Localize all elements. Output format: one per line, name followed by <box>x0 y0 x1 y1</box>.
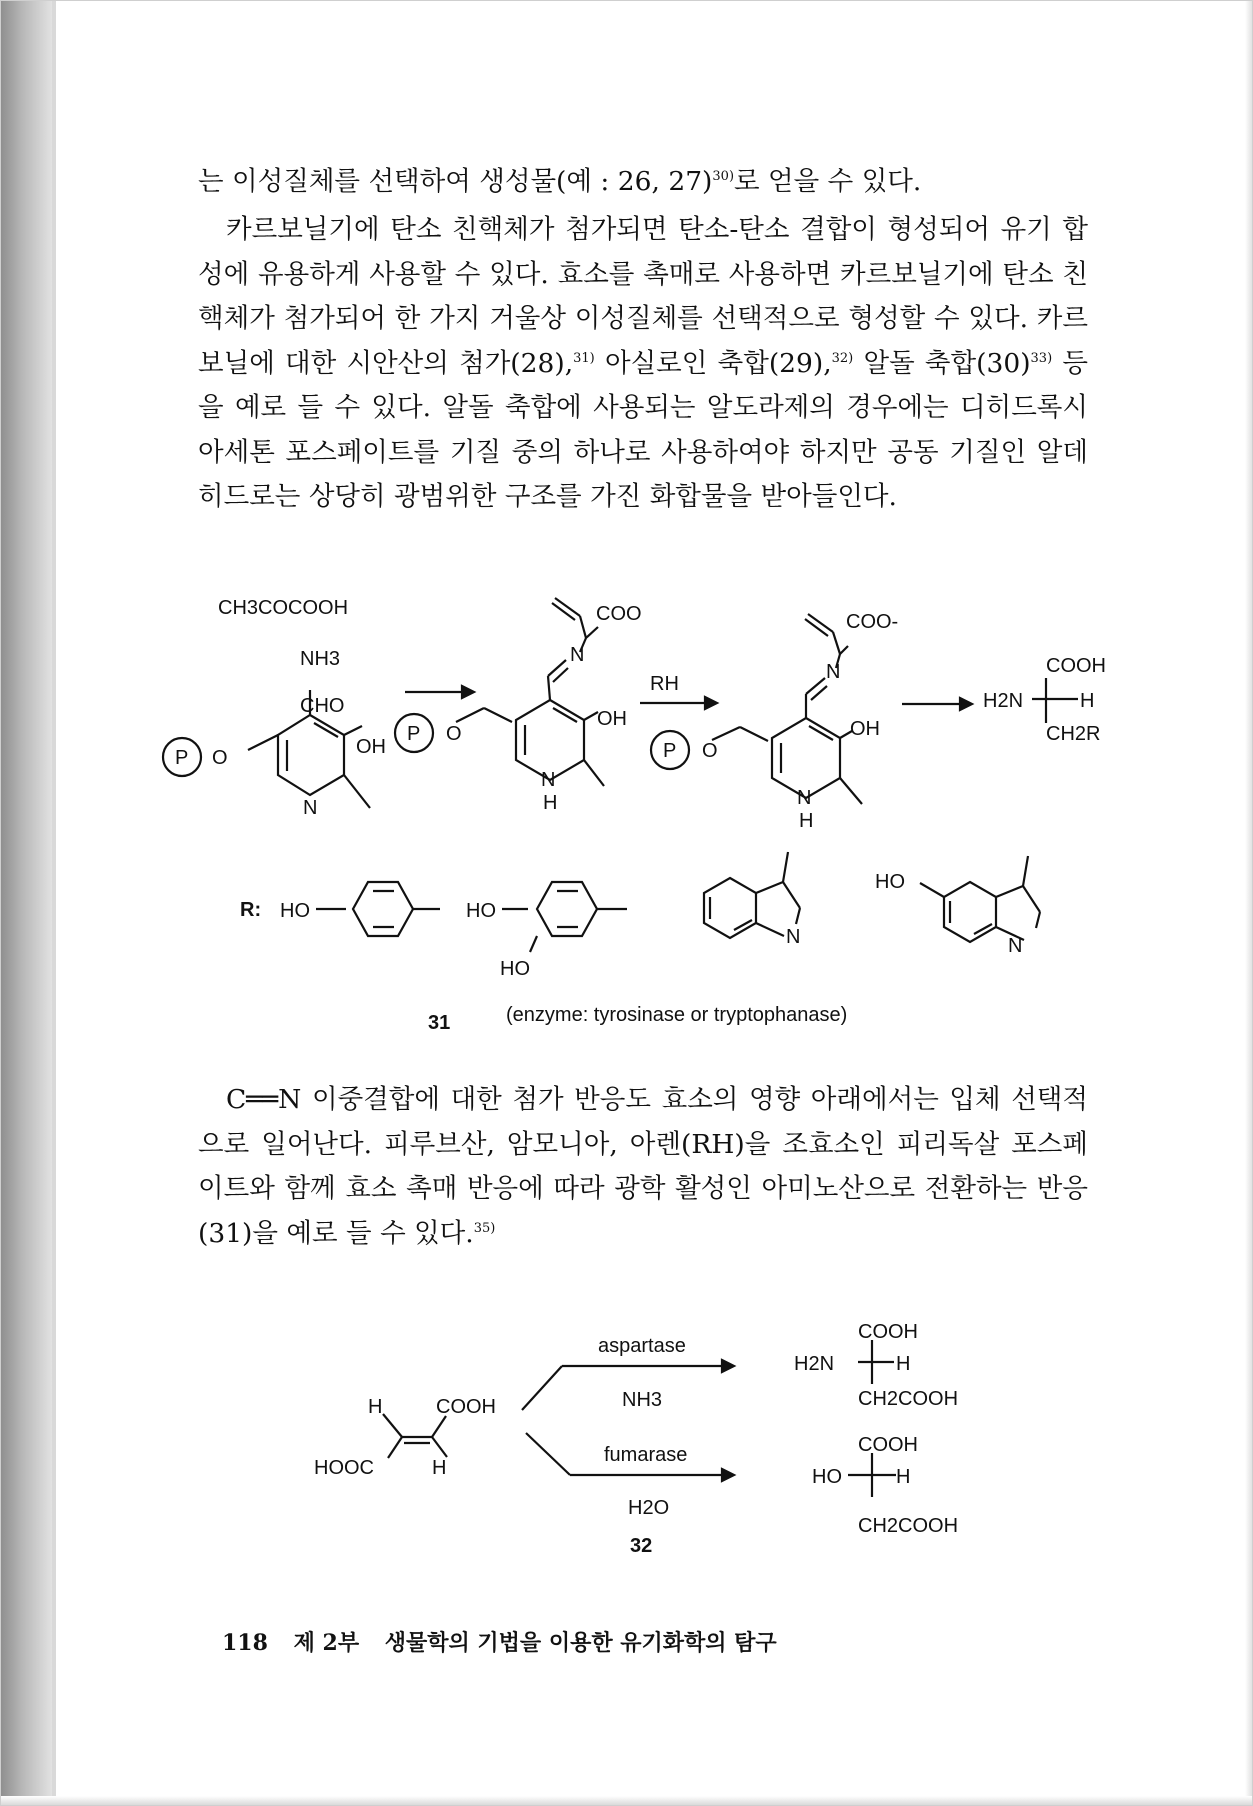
phosphate-p-1: P <box>175 747 189 769</box>
page-number: 118 <box>222 1630 268 1656</box>
malate-ch2cooh: CH2COOH <box>858 1515 959 1537</box>
rh-reagent-label: RH <box>650 673 679 695</box>
oh-label-3: OH <box>850 718 880 740</box>
aspartate-cooh: COOH <box>858 1321 918 1343</box>
oh-label-2: OH <box>597 708 627 730</box>
alkene-hooc-bottom: HOOC <box>314 1457 374 1479</box>
carboxylate-label-3: COO- <box>846 611 899 633</box>
aspartate-h2n: H2N <box>794 1353 835 1375</box>
paragraph-2-part3: 알돌 축합(30) <box>853 347 1031 379</box>
oh-label-1: OH <box>356 736 386 758</box>
nitrogen-label-1: N <box>303 797 318 819</box>
enzyme-caption: (enzyme: tyrosinase or tryptophanase) <box>506 1004 848 1026</box>
scheme-32-number: 32 <box>630 1535 653 1557</box>
malate-h: H <box>896 1466 911 1488</box>
reference-30: 30) <box>712 169 735 185</box>
nh-h-label-2: H <box>543 792 558 814</box>
ho-label-2: HO <box>466 900 496 922</box>
part-label: 제 2부 <box>293 1630 360 1656</box>
page-footer <box>222 1626 795 1657</box>
oxygen-label-3: O <box>702 740 718 762</box>
reference-32: 32) <box>831 350 854 366</box>
product-h: H <box>1080 690 1095 712</box>
r-group-label: R: <box>240 899 262 921</box>
reference-33: 33) <box>1030 350 1053 366</box>
aspartase-label: aspartase <box>598 1335 686 1357</box>
product-cooh: COOH <box>1046 655 1106 677</box>
ho-label-4: HO <box>875 871 905 893</box>
ho-label-1: HO <box>280 900 310 922</box>
ho-label-3: HO <box>500 958 530 980</box>
fumarase-label: fumarase <box>604 1444 688 1466</box>
paragraph-3-text: C══N 이중결합에 대한 첨가 반응도 효소의 영향 아래에서는 입체 선택적으로 일어난다. 피루브산, 암모니아, 아렌(RH)을 조효소인 피리독살 포스페이트와 함께 효소 촉매 반응에 따라 광학 활성인 아미노산으로 전환하는 반응(31)을 예로 들 수 있다. <box>198 1084 1088 1249</box>
oxygen-label-1: O <box>212 747 228 769</box>
aspartate-h: H <box>896 1353 911 1375</box>
paragraph-2-part4: 등을 예로 들 수 있다. 알돌 축합에 사용되는 알도라제의 경우에는 디히드록시 아세톤 포스페이트를 기질 중의 하나로 사용하여야 하지만 공동 기질인 알데히드로는 상당히 광범위한 구조를 가진 화합물을 받아들인다. <box>198 347 1088 512</box>
hydroxyindole-n-label: N <box>1008 935 1023 957</box>
nitrogen-label-3: N <box>797 787 812 809</box>
ammonia-reagent-label: NH3 <box>622 1389 663 1411</box>
imine-n-label-3: N <box>826 661 841 683</box>
product-h2n: H2N <box>983 690 1024 712</box>
paragraph-1-text: 는 이성질체를 선택하여 생성물(예 : 26, 27) <box>198 166 713 197</box>
paragraph-2-part2: 아실로인 축합(29), <box>594 347 832 379</box>
paragraph-2-part1: 카르보닐기에 탄소 친핵체가 첨가되면 탄소-탄소 결합이 형성되어 유기 합성에 유용하게 사용할 수 있다. 효소를 촉매로 사용하면 카르보닐기에 탄소 친핵체가 첨가되어 한 가지 거울상 이성질체를 선택적으로 형성할 수 있다. 카르보닐에 대한 시안산의 첨가(28), <box>198 214 1088 379</box>
nitrogen-label-2: N <box>541 769 556 791</box>
chapter-title: 생물학의 기법을 이용한 유기화학의 탐구 <box>384 1630 777 1656</box>
alkene-h-top: H <box>368 1396 383 1418</box>
paragraph-1-tail: 로 얻을 수 있다. <box>734 166 922 197</box>
malate-cooh: COOH <box>858 1434 918 1456</box>
reference-35: 35) <box>473 1220 496 1236</box>
alkene-h-bottom: H <box>432 1457 447 1479</box>
cho-label: CHO <box>300 695 345 717</box>
indole-n-label: N <box>786 926 801 948</box>
ammonia-label: NH3 <box>300 648 341 670</box>
phosphate-p-2: P <box>407 723 421 745</box>
aspartate-ch2cooh: CH2COOH <box>858 1388 959 1410</box>
water-reagent-label: H2O <box>628 1497 670 1519</box>
carboxylate-label-2: COO <box>596 603 642 625</box>
scheme-31-number: 31 <box>428 1012 451 1034</box>
product-ch2r: CH2R <box>1046 723 1101 745</box>
alkene-cooh-top: COOH <box>436 1396 496 1418</box>
pyruvate-label: CH3COCOOH <box>218 597 349 619</box>
reference-31: 31) <box>573 350 595 366</box>
malate-ho: HO <box>812 1466 842 1488</box>
oxygen-label-2: O <box>446 723 462 745</box>
imine-n-label-2: N <box>570 644 585 666</box>
phosphate-p-3: P <box>663 740 677 762</box>
nh-h-label-3: H <box>799 810 814 832</box>
